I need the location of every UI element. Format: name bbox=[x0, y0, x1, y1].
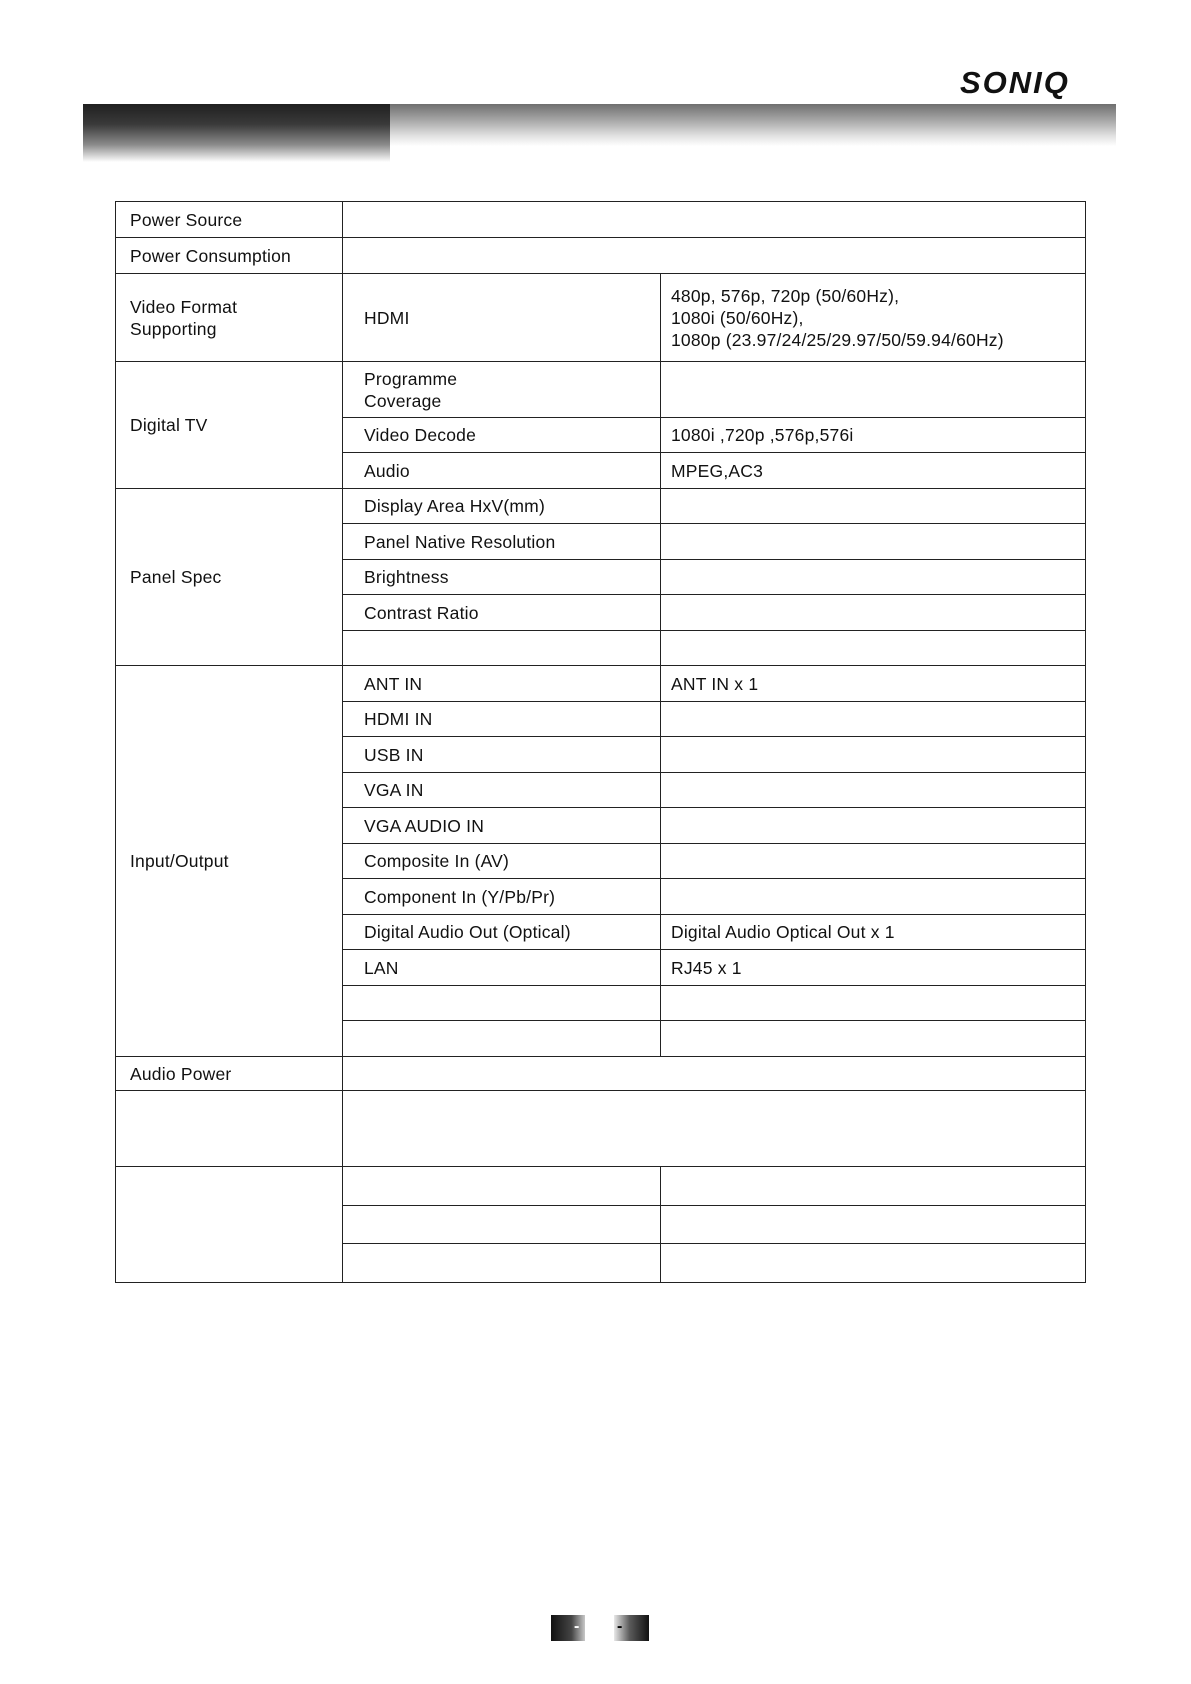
input-output-label: Input/Output bbox=[116, 666, 343, 1057]
blank-b-item-value bbox=[661, 1244, 1086, 1283]
io-item-name: LAN bbox=[343, 950, 661, 986]
panel-spec-item-value bbox=[661, 560, 1086, 595]
io-item-name: HDMI IN bbox=[343, 702, 661, 737]
row-blank-a bbox=[116, 1091, 1086, 1167]
blank-b-item-name bbox=[343, 1244, 661, 1283]
digital-tv-item-name: Video Decode bbox=[343, 418, 661, 453]
power-consumption-value bbox=[343, 238, 1086, 274]
io-item-value bbox=[661, 702, 1086, 737]
blank-b-item-name bbox=[343, 1167, 661, 1206]
io-item-value: RJ45 x 1 bbox=[661, 950, 1086, 986]
io-item-value bbox=[661, 986, 1086, 1021]
io-item-name: Composite In (AV) bbox=[343, 844, 661, 879]
power-source-value bbox=[343, 202, 1086, 238]
digital-tv-item-value bbox=[661, 362, 1086, 418]
io-item-name: ANT IN bbox=[343, 666, 661, 702]
power-source-label: Power Source bbox=[116, 202, 343, 238]
io-item-value bbox=[661, 844, 1086, 879]
row-io-ant-in bbox=[116, 666, 1086, 702]
blank-a-value bbox=[343, 1091, 1086, 1167]
header-banner bbox=[83, 104, 1116, 162]
page-dash-right: - bbox=[617, 1618, 623, 1635]
io-item-name: USB IN bbox=[343, 737, 661, 773]
panel-spec-item-value bbox=[661, 631, 1086, 666]
banner-dark-block bbox=[83, 104, 390, 162]
digital-tv-item-value: 1080i ,720p ,576p,576i bbox=[661, 418, 1086, 453]
blank-b-label bbox=[116, 1167, 343, 1283]
panel-spec-label: Panel Spec bbox=[116, 489, 343, 666]
digital-tv-item-name: Audio bbox=[343, 453, 661, 489]
io-item-value: ANT IN x 1 bbox=[661, 666, 1086, 702]
row-panel-display-area bbox=[116, 489, 1086, 524]
io-item-value bbox=[661, 737, 1086, 773]
panel-spec-item-name: Display Area HxV(mm) bbox=[343, 489, 661, 524]
panel-spec-item-name bbox=[343, 631, 661, 666]
soniq-logo-mark bbox=[960, 66, 1085, 100]
row-digital-tv-coverage bbox=[116, 362, 1086, 418]
video-format-sub: HDMI bbox=[343, 274, 661, 362]
panel-spec-item-value bbox=[661, 595, 1086, 631]
io-item-value bbox=[661, 773, 1086, 808]
page-number-bar bbox=[551, 1615, 649, 1641]
io-item-value bbox=[661, 1021, 1086, 1057]
io-item-name: VGA AUDIO IN bbox=[343, 808, 661, 844]
io-item-value bbox=[661, 879, 1086, 915]
video-format-value: 480p, 576p, 720p (50/60Hz), 1080i (50/60Hz), 1080p (23.97/24/25/29.97/50/59.94/60Hz) bbox=[661, 274, 1086, 362]
panel-spec-item-name: Brightness bbox=[343, 560, 661, 595]
panel-spec-item-value bbox=[661, 524, 1086, 560]
row-power-consumption bbox=[116, 238, 1086, 274]
blank-b-item-name bbox=[343, 1206, 661, 1244]
digital-tv-label: Digital TV bbox=[116, 362, 343, 489]
brand-logo bbox=[960, 66, 1085, 100]
io-item-name: Digital Audio Out (Optical) bbox=[343, 915, 661, 950]
audio-power-value bbox=[343, 1057, 1086, 1091]
io-item-value: Digital Audio Optical Out x 1 bbox=[661, 915, 1086, 950]
page-dash-left: - bbox=[574, 1618, 580, 1635]
io-item-name: VGA IN bbox=[343, 773, 661, 808]
io-item-value bbox=[661, 808, 1086, 844]
io-item-name bbox=[343, 1021, 661, 1057]
svg-text:SONIQ: SONIQ bbox=[960, 66, 1070, 100]
row-blank-b-1 bbox=[116, 1167, 1086, 1206]
video-format-label: Video Format Supporting bbox=[116, 274, 343, 362]
banner-light-bar bbox=[390, 104, 1116, 146]
power-consumption-label: Power Consumption bbox=[116, 238, 343, 274]
panel-spec-item-name: Panel Native Resolution bbox=[343, 524, 661, 560]
row-audio-power bbox=[116, 1057, 1086, 1091]
digital-tv-item-name: Programme Coverage bbox=[343, 362, 661, 418]
panel-spec-item-name: Contrast Ratio bbox=[343, 595, 661, 631]
row-power-source bbox=[116, 202, 1086, 238]
io-item-name: Component In (Y/Pb/Pr) bbox=[343, 879, 661, 915]
page-tab-left bbox=[551, 1615, 585, 1641]
io-item-name bbox=[343, 986, 661, 1021]
row-video-format bbox=[116, 274, 1086, 362]
digital-tv-item-value: MPEG,AC3 bbox=[661, 453, 1086, 489]
audio-power-label: Audio Power bbox=[116, 1057, 343, 1091]
panel-spec-item-value bbox=[661, 489, 1086, 524]
blank-b-item-value bbox=[661, 1206, 1086, 1244]
blank-b-item-value bbox=[661, 1167, 1086, 1206]
blank-a-label bbox=[116, 1091, 343, 1167]
spec-table bbox=[115, 201, 1086, 1283]
